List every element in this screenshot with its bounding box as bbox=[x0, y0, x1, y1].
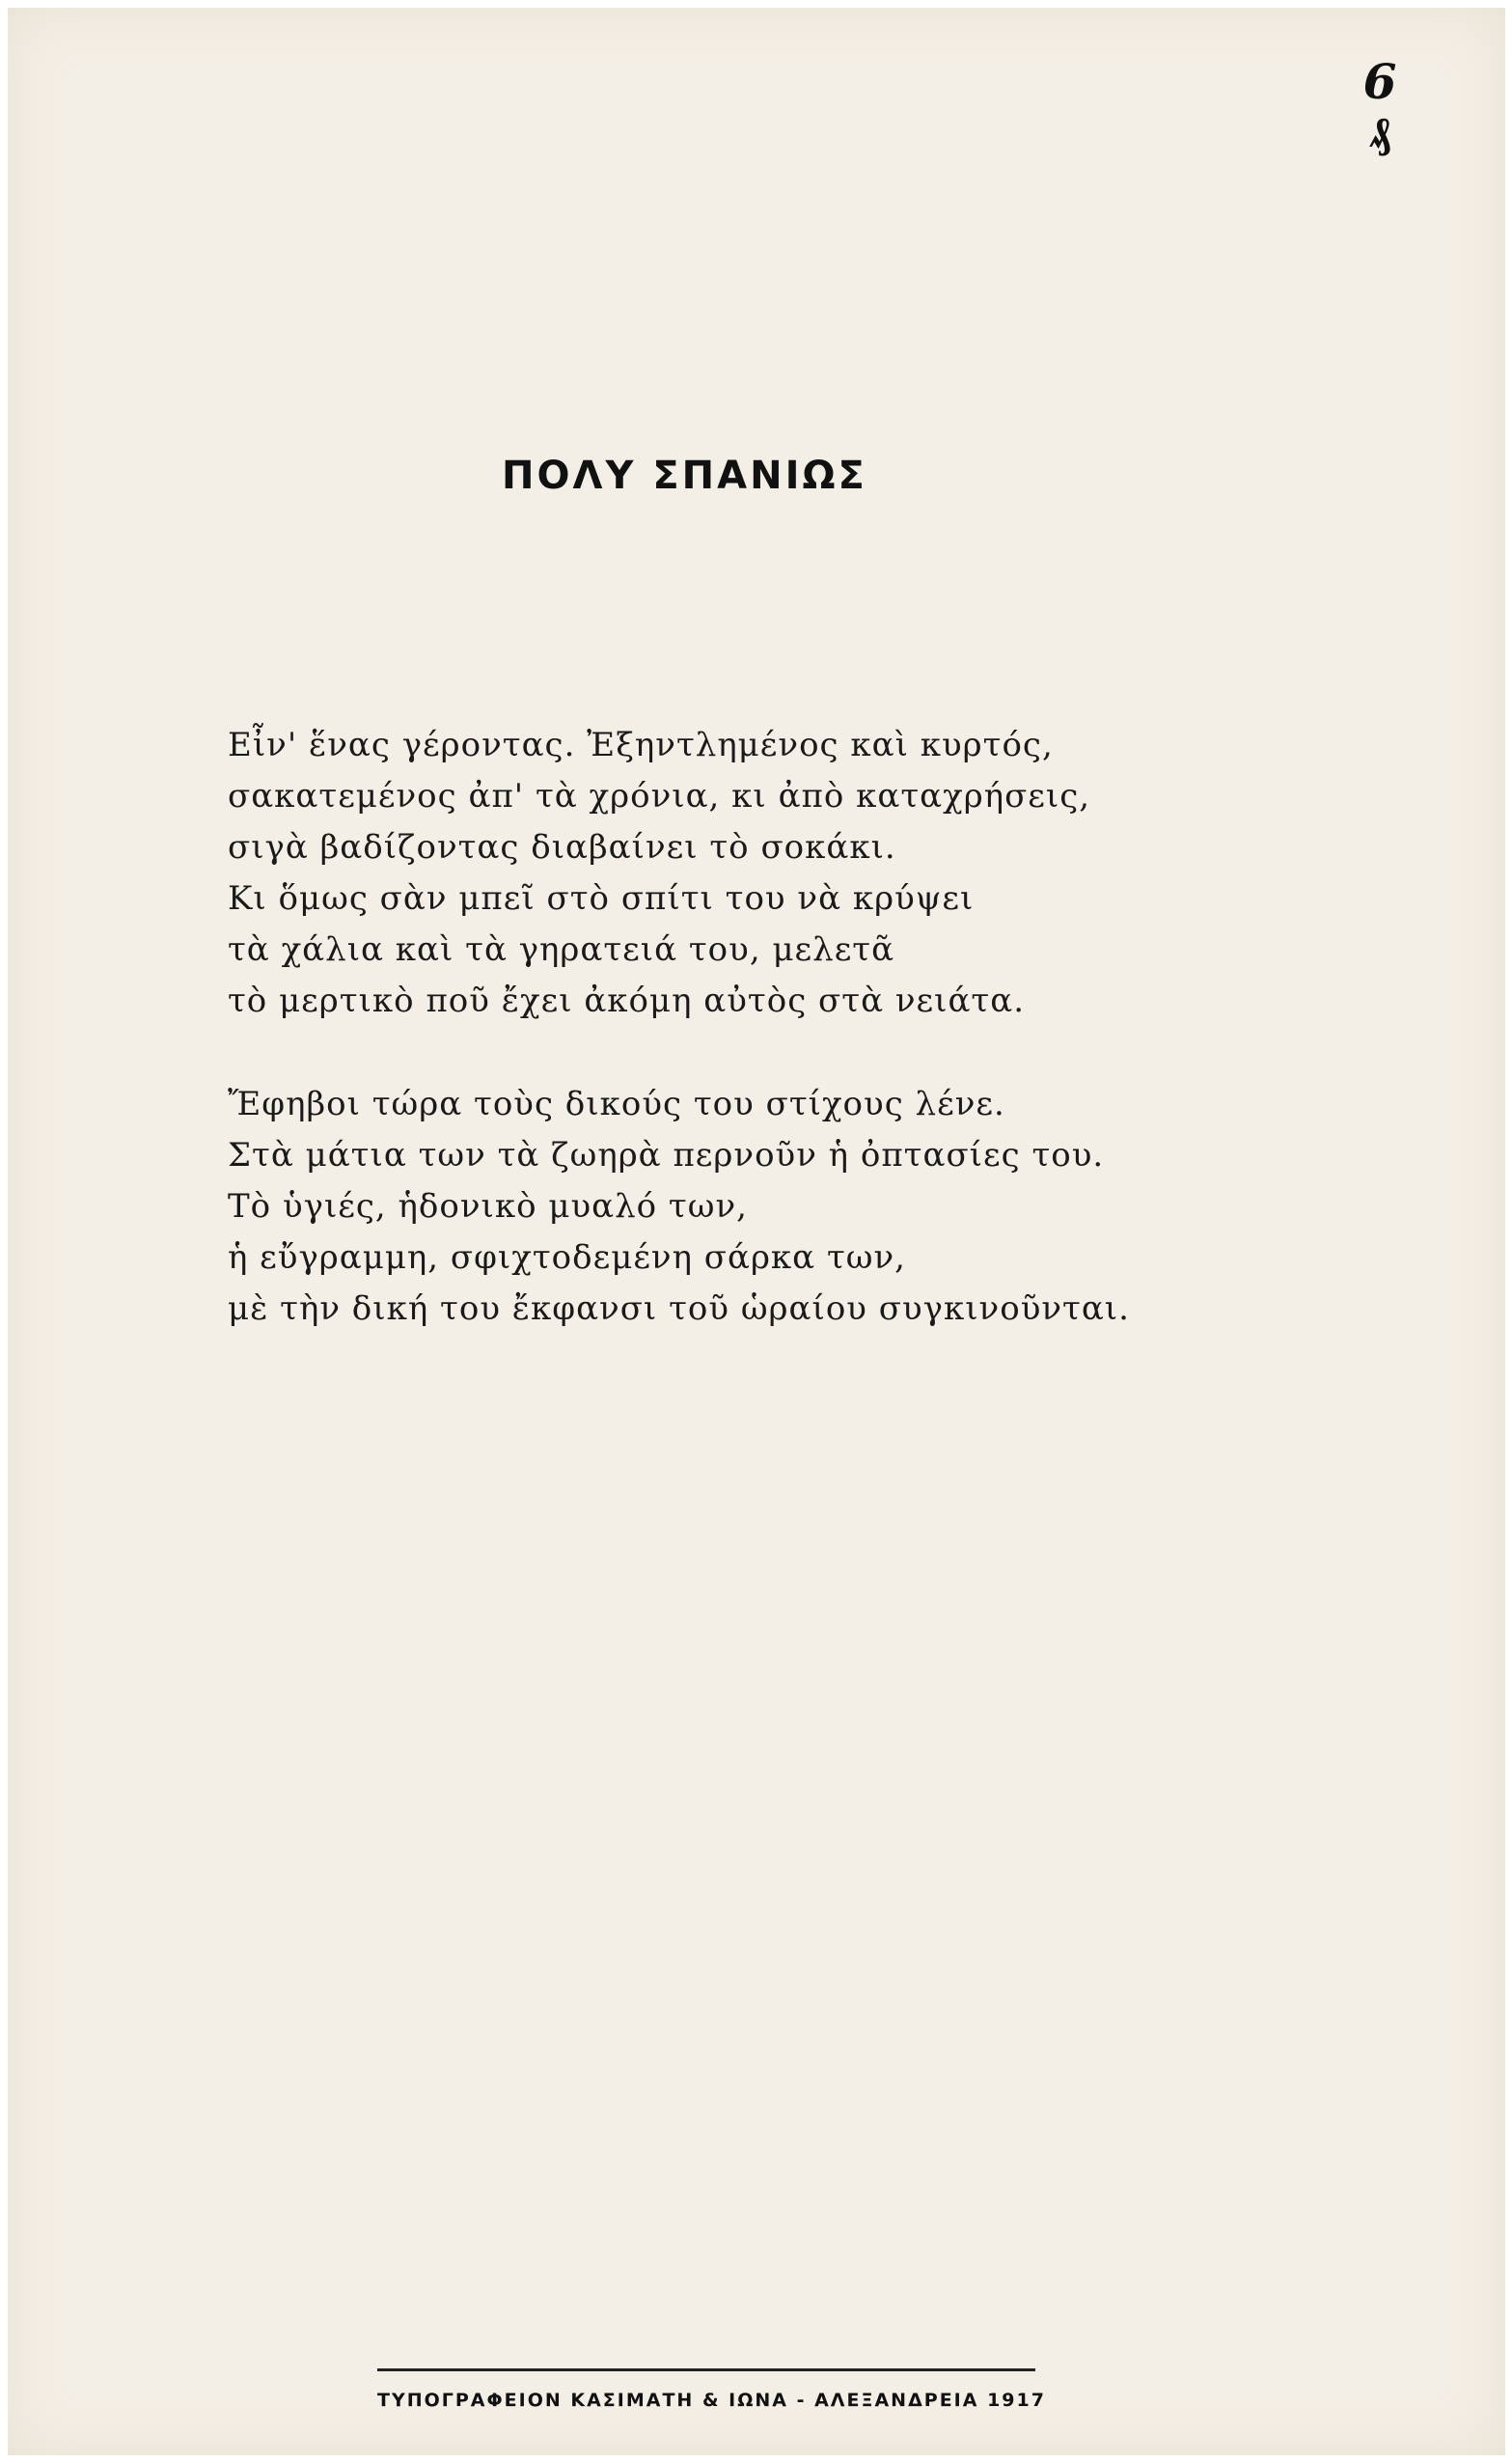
page-stamp: ₰ bbox=[1369, 108, 1390, 157]
page-mark bbox=[1351, 53, 1409, 157]
stanza-1 bbox=[228, 720, 1405, 1027]
page-number: 6 bbox=[1362, 53, 1397, 110]
poem-line: σιγὰ βαδίζοντας διαβαίνει τὸ σοκάκι. bbox=[228, 828, 896, 867]
poem-line: ἡ εὔγραμμη, σφιχτοδεμένη σάρκα των, bbox=[228, 1238, 906, 1277]
footer-rule bbox=[377, 2368, 1035, 2371]
poem-line: μὲ τὴν δική του ἔκφανσι τοῦ ὡραίου συγκινοῦνται. bbox=[228, 1289, 1130, 1328]
poem-line: Ἔφηβοι τώρα τοὺς δικούς του στίχους λένε. bbox=[228, 1085, 1005, 1123]
poem-line: Κι ὅμως σὰν μπεῖ στὸ σπίτι του νὰ κρύψει bbox=[228, 879, 975, 918]
poem-line: Εἶν' ἕνας γέροντας. Ἐξηντλημένος καὶ κυρτός, bbox=[228, 726, 1054, 764]
poem-line: τὰ χάλια καὶ τὰ γηρατειά του, μελετᾶ bbox=[228, 930, 895, 969]
stanza-2 bbox=[228, 1079, 1405, 1335]
printer-imprint: ΤΥΠΟΓΡΑΦΕΙΟΝ ΚΑΣΙΜΑΤΗ & ΙΩΝΑ - ΑΛΕΞΑΝΔΡΕΙΑ 1917 bbox=[377, 2390, 1046, 2411]
poem-line: Στὰ μάτια των τὰ ζωηρὰ περνοῦν ἡ ὀπτασίες του. bbox=[228, 1136, 1105, 1175]
poem-body bbox=[228, 720, 1405, 1335]
poem-line: σακατεμένος ἀπ' τὰ χρόνια, κι ἀπὸ καταχρήσεις, bbox=[228, 777, 1091, 816]
poem-line: τὸ μερτικὸ ποῦ ἔχει ἀκόμη αὐτὸς στὰ νειάτα. bbox=[228, 982, 1025, 1020]
document-page bbox=[8, 8, 1505, 2455]
poem-line: Τὸ ὑγιές, ἡδονικὸ μυαλό των, bbox=[228, 1187, 748, 1226]
poem-title: ΠΟΛΥ ΣΠΑΝΙΩΣ bbox=[502, 454, 867, 498]
